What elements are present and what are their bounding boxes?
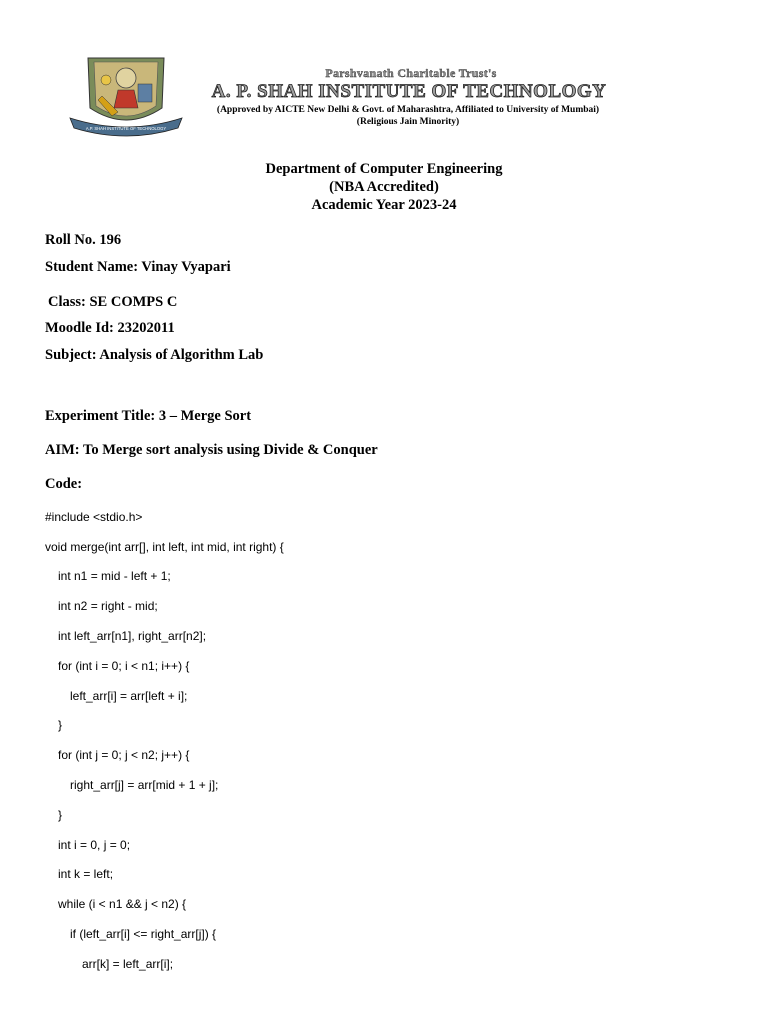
student-name: Student Name: Vinay Vyapari — [45, 259, 231, 275]
code-line: #include <stdio.h> — [45, 510, 143, 524]
academic-year: Academic Year 2023-24 — [311, 197, 457, 213]
student-class: Class: SE COMPS C — [48, 294, 178, 310]
code-line: int i = 0, j = 0; — [58, 838, 131, 852]
moodle-id: Moodle Id: 23202011 — [45, 320, 175, 336]
code-line: while (i < n1 && j < n2) { — [58, 897, 187, 911]
minority-note: (Religious Jain Minority) — [356, 117, 460, 127]
trust-name: Parshvanath Charitable Trust's — [325, 66, 497, 80]
code-line: right_arr[j] = arr[mid + 1 + j]; — [70, 778, 219, 792]
code-line: } — [58, 718, 63, 732]
department-block — [180, 160, 588, 214]
code-line: } — [58, 808, 63, 822]
approval-note: (Approved by AICTE New Delhi & Govt. of Maharashtra, Affiliated to University of Mumbai) — [216, 105, 600, 115]
code-line: if (left_arr[i] <= right_arr[j]) { — [70, 927, 217, 941]
subject: Subject: Analysis of Algorithm Lab — [45, 347, 264, 363]
code-line: void merge(int arr[], int left, int mid, int right) { — [45, 540, 284, 554]
institute-name: A. P. SHAH INSTITUTE OF TECHNOLOGY — [211, 81, 607, 102]
department-name: Department of Computer Engineering — [265, 161, 503, 177]
institute-logo — [66, 50, 186, 142]
code-line: for (int j = 0; j < n2; j++) { — [58, 748, 190, 762]
code-line: int n2 = right - mid; — [58, 599, 158, 613]
roll-number: Roll No. 196 — [45, 232, 122, 248]
code-line: for (int i = 0; i < n1; i++) { — [58, 659, 190, 673]
code-line: int n1 = mid - left + 1; — [58, 569, 171, 583]
code-line: int left_arr[n1], right_arr[n2]; — [58, 629, 207, 643]
code-line: arr[k] = left_arr[i]; — [82, 957, 174, 971]
aim: AIM: To Merge sort analysis using Divide & Conquer — [45, 442, 378, 458]
code-line: left_arr[i] = arr[left + i]; — [70, 689, 188, 703]
logo-ribbon-text: A.P. SHAH INSTITUTE OF TECHNOLOGY — [85, 126, 167, 131]
experiment-title: Experiment Title: 3 – Merge Sort — [45, 408, 252, 424]
accreditation: (NBA Accredited) — [329, 179, 439, 195]
code-line: int k = left; — [58, 867, 114, 881]
code-label: Code: — [45, 476, 83, 492]
